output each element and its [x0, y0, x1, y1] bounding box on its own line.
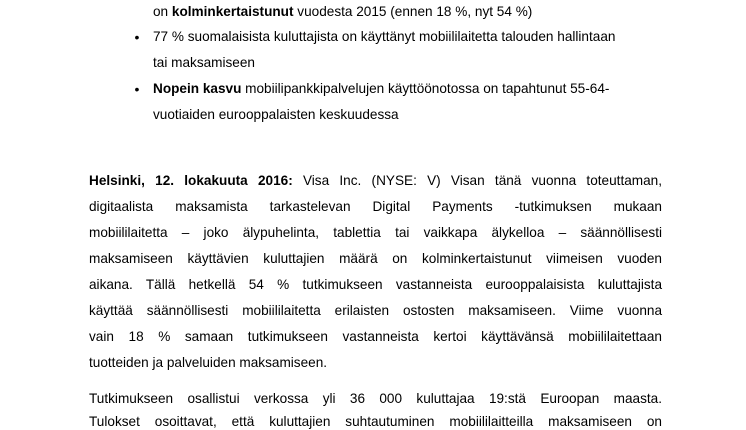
paragraph-line: vain 18 % samaan tutkimukseen vastanneista kertoi käyttävänsä mobiililaitettaan: [89, 329, 662, 344]
paragraph-line: käyttää säännöllisesti mobiililaitetta erilaisten ostosten maksamiseen. Viime vuonna: [89, 303, 662, 318]
text-run: tai maksamiseen: [153, 55, 255, 70]
text-run: mobiilipankkipalvelujen käyttöönotossa on tapahtunut 55-64-: [241, 81, 610, 96]
bold-text-run: kolminkertaistunut: [171, 4, 294, 19]
bullet-item-continuation: [153, 4, 532, 20]
bullet-item-line: [153, 29, 615, 45]
text-run: vuodesta 2015 (ennen 18 %, nyt 54 %): [293, 4, 533, 19]
bullet-item-line: [153, 107, 399, 123]
dateline: Helsinki, 12. lokakuuta 2016:: [89, 173, 293, 188]
paragraph-line: Tulokset osoittavat, että kuluttajien suhtautuminen mobiililaitteilla maksamiseen on: [89, 414, 662, 429]
bullet-marker: •: [134, 29, 140, 45]
bullet-item-line: [153, 55, 255, 71]
text-run: vuotiaiden eurooppalaisten keskuudessa: [153, 107, 399, 122]
bullet-marker: •: [134, 81, 140, 97]
bold-text-run: Nopein kasvu: [153, 81, 242, 96]
paragraph-line: mobiililaitetta – joko älypuhelinta, tablettia tai vaikkapa älykelloa – säännöllisesti: [89, 225, 662, 240]
paragraph-line: Tutkimukseen osallistui verkossa yli 36 000 kuluttajaa 19:stä Euroopan maasta.: [89, 391, 662, 406]
paragraph-line: maksamiseen käyttävien kuluttajien määrä on kolminkertaistunut viimeisen vuoden: [89, 251, 662, 266]
paragraph-line: aikana. Tällä hetkellä 54 % tutkimukseen vastanneista eurooppalaisista kuluttajista: [89, 277, 662, 292]
paragraph-line: tuotteiden ja palveluiden maksamiseen.: [89, 355, 328, 370]
text-run: Visa Inc. (NYSE: V) Visan tänä vuonna toteuttaman,: [292, 173, 663, 188]
paragraph-line: digitaalista maksamista tarkastelevan Digital Payments -tutkimuksen mukaan: [89, 199, 662, 214]
text-run: on: [153, 4, 172, 19]
paragraph-line: [89, 173, 662, 189]
bullet-item-line: [153, 81, 609, 97]
text-run: 77 % suomalaisista kuluttajista on käyttänyt mobiililaitetta talouden hallintaan: [153, 29, 616, 44]
